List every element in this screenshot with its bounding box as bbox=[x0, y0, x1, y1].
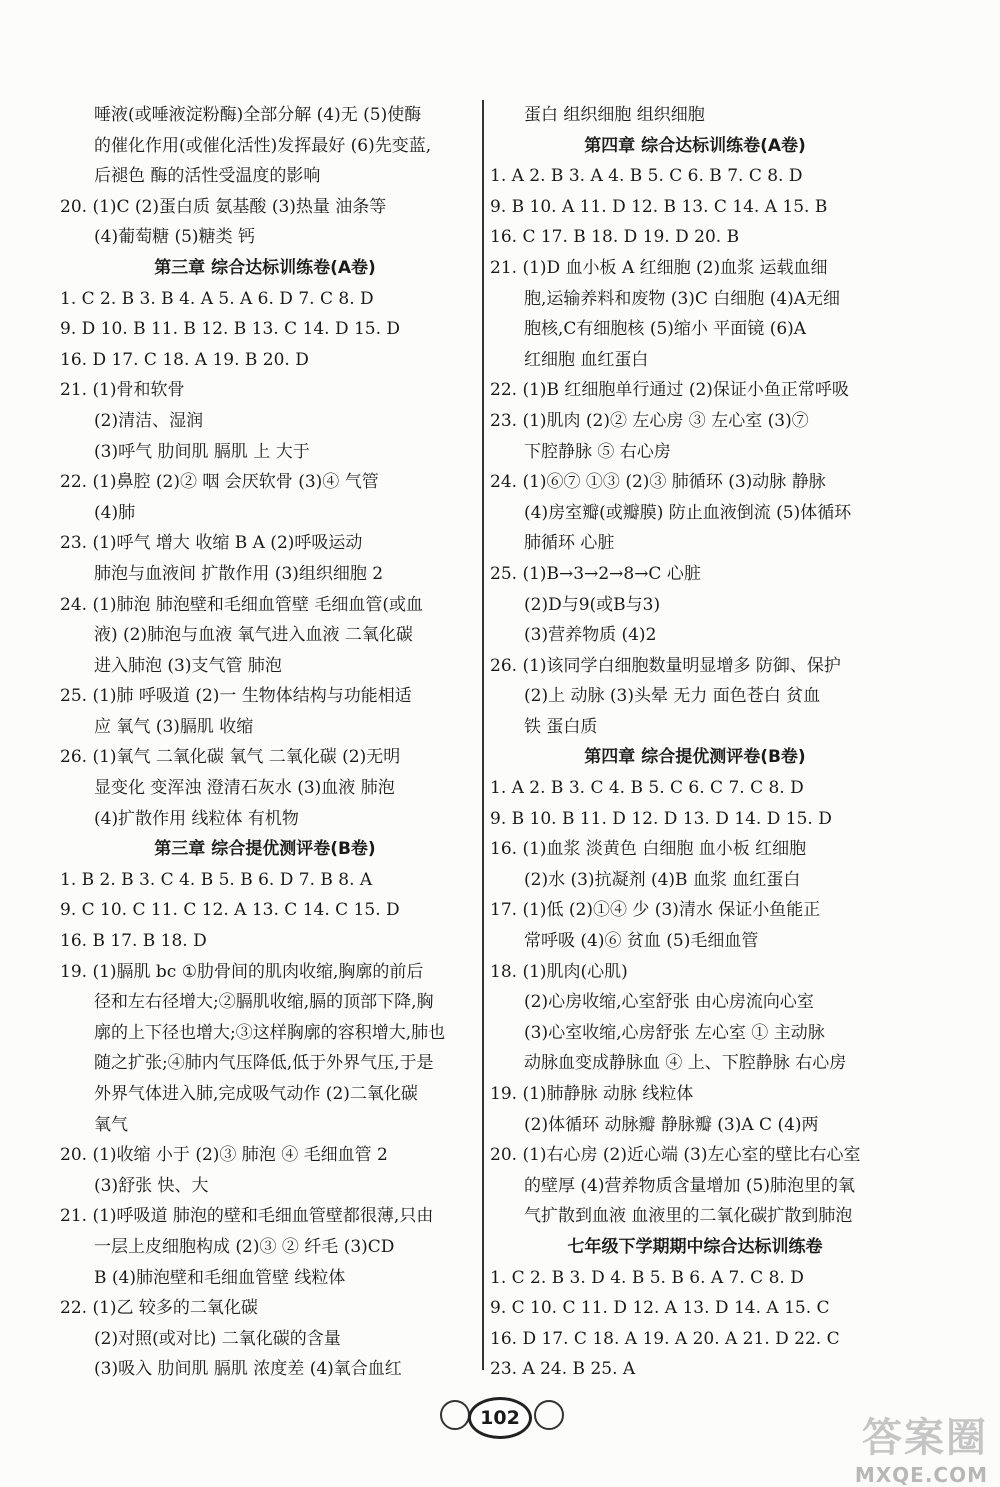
page-footer bbox=[0, 1390, 1000, 1487]
section-heading: 七年级下学期期中综合达标训练卷 bbox=[567, 1236, 823, 1257]
answer-line: 1. C 2. B 3. D 4. B 5. B 6. A 7. C 8. D bbox=[490, 1267, 804, 1288]
answer-line: 动脉血变成静脉血 ④ 上、下腔静脉 右心房 bbox=[524, 1053, 847, 1074]
answer-line: 液) (2)肺泡与血液 氧气进入血液 二氧化碳 bbox=[94, 625, 413, 646]
answer-line: (4)扩散作用 线粒体 有机物 bbox=[94, 808, 299, 829]
answer-line: (3)心室收缩,心房舒张 左心室 ① 主动脉 bbox=[524, 1022, 825, 1043]
answer-line: 随之扩张;④肺内气压降低,低于外界气压,于是 bbox=[94, 1053, 434, 1074]
section-heading: 第三章 综合达标训练卷(A卷) bbox=[154, 257, 376, 278]
answer-line: 24. (1)⑥⑦ ①③ (2)③ 肺循环 (3)动脉 静脉 bbox=[490, 472, 826, 493]
answer-line: (3)呼气 肋间肌 膈肌 上 大于 bbox=[94, 441, 310, 462]
answer-line: 21. (1)呼吸道 肺泡的壁和毛细血管壁都很薄,只由 bbox=[60, 1206, 434, 1227]
answer-line: 气扩散到血液 血液里的二氧化碳扩散到肺泡 bbox=[524, 1206, 853, 1227]
answer-line: 蛋白 组织细胞 组织细胞 bbox=[524, 105, 705, 125]
answer-line: 21. (1)D 血小板 A 红细胞 (2)血浆 运载血细 bbox=[490, 257, 828, 278]
answer-line: 廓的上下径也增大;③这样胸廓的容积增大,肺也 bbox=[94, 1022, 446, 1043]
answer-line: (4)房室瓣(或瓣膜) 防止血液倒流 (5)体循环 bbox=[524, 502, 852, 523]
answer-line: 1. B 2. B 3. C 4. B 5. B 6. D 7. B 8. A bbox=[60, 869, 373, 890]
answer-line: 19. (1)肺静脉 动脉 线粒体 bbox=[490, 1084, 694, 1104]
answer-line: (4)肺 bbox=[94, 502, 136, 523]
right-column bbox=[490, 100, 900, 1385]
left-column bbox=[60, 100, 470, 1385]
answer-line: 22. (1)鼻腔 (2)② 咽 会厌软骨 (3)④ 气管 bbox=[60, 472, 379, 493]
answer-line: (2)体循环 动脉瓣 静脉瓣 (3)A C (4)两 bbox=[524, 1114, 819, 1135]
answer-line: 20. (1)收缩 小于 (2)③ 肺泡 ④ 毛细血管 2 bbox=[60, 1145, 388, 1166]
answer-line: 9. D 10. B 11. B 12. B 13. C 14. D 15. D bbox=[60, 319, 401, 340]
answer-line: (2)清洁、湿润 bbox=[94, 410, 204, 431]
answer-line: 22. (1)B 红细胞单行通过 (2)保证小鱼正常呼吸 bbox=[490, 380, 849, 401]
answer-line: 铁 蛋白质 bbox=[524, 716, 598, 737]
answer-line: 17. (1)低 (2)①④ 少 (3)清水 保证小鱼能正 bbox=[490, 900, 821, 921]
answer-line: 一层上皮细胞构成 (2)③ ② 纤毛 (3)CD bbox=[94, 1236, 395, 1257]
answer-line: 氧气 bbox=[94, 1114, 128, 1135]
answer-line: 26. (1)该同学白细胞数量明显增多 防御、保护 bbox=[490, 655, 841, 676]
answer-line: 外界气体进入肺,完成吸气动作 (2)二氧化碳 bbox=[94, 1084, 418, 1104]
page-number-badge bbox=[440, 1396, 560, 1440]
answer-line: (3)吸入 肋间肌 膈肌 浓度差 (4)氧合血红 bbox=[94, 1359, 402, 1380]
answer-line: 9. B 10. A 11. D 12. B 13. C 14. A 15. B bbox=[490, 196, 828, 217]
answer-line: 25. (1)B→3→2→8→C 心脏 bbox=[490, 563, 701, 584]
answer-line: 显变化 变浑浊 澄清石灰水 (3)血液 肺泡 bbox=[94, 778, 395, 799]
answer-line: 16. D 17. C 18. A 19. B 20. D bbox=[60, 349, 309, 370]
section-heading: 第三章 综合提优测评卷(B卷) bbox=[154, 839, 376, 860]
answer-line: (2)上 动脉 (3)头晕 无力 面色苍白 贫血 bbox=[524, 686, 821, 707]
answer-line: (4)葡萄糖 (5)糖类 钙 bbox=[94, 227, 255, 248]
answer-line: 20. (1)C (2)蛋白质 氨基酸 (3)热量 油条等 bbox=[60, 196, 387, 217]
answer-line: 9. B 10. B 11. D 12. D 13. D 14. D 15. D bbox=[490, 808, 832, 829]
answer-line: 18. (1)肌肉(心肌) bbox=[490, 961, 628, 982]
answer-line: 16. B 17. B 18. D bbox=[60, 931, 207, 952]
answer-line: 16. D 17. C 18. A 19. A 20. A 21. D 22. C bbox=[490, 1328, 840, 1349]
answer-line: 19. (1)膈肌 bc ①肋骨间的肌肉收缩,胸廓的前后 bbox=[60, 961, 424, 982]
answer-line: 肺循环 心脏 bbox=[524, 533, 615, 554]
answer-line: 21. (1)骨和软骨 bbox=[60, 380, 185, 401]
answer-line: 23. A 24. B 25. A bbox=[490, 1359, 636, 1380]
watermark-url: MXQE.COM bbox=[854, 1463, 988, 1487]
answer-line: 的催化作用(或催化活性)发挥最好 (6)先变蓝, bbox=[94, 135, 432, 156]
answer-line: 22. (1)乙 较多的二氧化碳 bbox=[60, 1298, 258, 1319]
answer-line: 的壁厚 (4)营养物质含量增加 (5)肺泡里的氧 bbox=[524, 1175, 855, 1196]
answer-line: (2)心房收缩,心室舒张 由心房流向心室 bbox=[524, 992, 814, 1013]
answer-line: 16. (1)血浆 淡黄色 白细胞 血小板 红细胞 bbox=[490, 839, 807, 860]
answer-line: 24. (1)肺泡 肺泡壁和毛细血管壁 毛细血管(或血 bbox=[60, 594, 423, 615]
answer-line: 应 氧气 (3)膈肌 收缩 bbox=[94, 716, 254, 737]
answer-line: 9. C 10. C 11. C 12. A 13. C 14. C 15. D bbox=[60, 900, 400, 921]
answer-line: 25. (1)肺 呼吸道 (2)一 生物体结构与功能相适 bbox=[60, 686, 412, 707]
section-heading: 第四章 综合达标训练卷(A卷) bbox=[584, 135, 806, 156]
answer-line: 9. C 10. C 11. D 12. A 13. D 14. A 15. C bbox=[490, 1298, 830, 1319]
answer-line: 16. C 17. B 18. D 19. D 20. B bbox=[490, 227, 740, 248]
answer-line: (2)D与9(或B与3) bbox=[524, 594, 661, 615]
answer-line: 径和左右径增大;②膈肌收缩,膈的顶部下降,胸 bbox=[94, 992, 434, 1013]
page-number: 102 bbox=[468, 1397, 532, 1439]
answer-line: (3)舒张 快、大 bbox=[94, 1175, 209, 1196]
answer-line: 后褪色 酶的活性受温度的影响 bbox=[94, 166, 321, 187]
watermark-logo bbox=[855, 1406, 988, 1487]
answer-line: 胞,运输养料和废物 (3)C 白细胞 (4)A无细 bbox=[524, 288, 841, 309]
answer-line: 20. (1)右心房 (2)近心端 (3)左心室的壁比右心室 bbox=[490, 1145, 861, 1166]
answer-line: 26. (1)氧气 二氧化碳 氧气 二氧化碳 (2)无明 bbox=[60, 747, 401, 768]
answer-line: 23. (1)呼气 增大 收缩 B A (2)呼吸运动 bbox=[60, 533, 363, 554]
column-divider bbox=[482, 100, 484, 1370]
answer-line: (2)水 (3)抗凝剂 (4)B 血浆 血红蛋白 bbox=[524, 869, 801, 890]
answer-line: 23. (1)肌肉 (2)② 左心房 ③ 左心室 (3)⑦ bbox=[490, 410, 809, 431]
answer-line: 常呼吸 (4)⑥ 贫血 (5)毛细血管 bbox=[524, 931, 759, 952]
answer-line: (2)对照(或对比) 二氧化碳的含量 bbox=[94, 1328, 341, 1349]
answer-line: 唾液(或唾液淀粉酶)全部分解 (4)无 (5)使酶 bbox=[94, 105, 422, 125]
section-heading: 第四章 综合提优测评卷(B卷) bbox=[584, 747, 806, 768]
answer-line: 肺泡与血液间 扩散作用 (3)组织细胞 2 bbox=[94, 563, 384, 584]
answer-line: 胞核,C有细胞核 (5)缩小 平面镜 (6)A bbox=[524, 319, 807, 340]
answer-line: 下腔静脉 ⑤ 右心房 bbox=[524, 441, 671, 462]
answer-line: 红细胞 血红蛋白 bbox=[524, 349, 649, 370]
answer-line: 1. A 2. B 3. A 4. B 5. C 6. B 7. C 8. D bbox=[490, 166, 803, 187]
watermark-text: 答案圈 bbox=[862, 1415, 988, 1461]
answer-line: 1. A 2. B 3. C 4. B 5. C 6. C 7. C 8. D bbox=[490, 778, 804, 799]
answer-line: 1. C 2. B 3. B 4. A 5. A 6. D 7. C 8. D bbox=[60, 288, 374, 309]
answer-line: B (4)肺泡壁和毛细血管壁 线粒体 bbox=[94, 1267, 346, 1288]
answer-line: 进入肺泡 (3)支气管 肺泡 bbox=[94, 655, 282, 676]
answer-line: (3)营养物质 (4)2 bbox=[524, 625, 657, 646]
